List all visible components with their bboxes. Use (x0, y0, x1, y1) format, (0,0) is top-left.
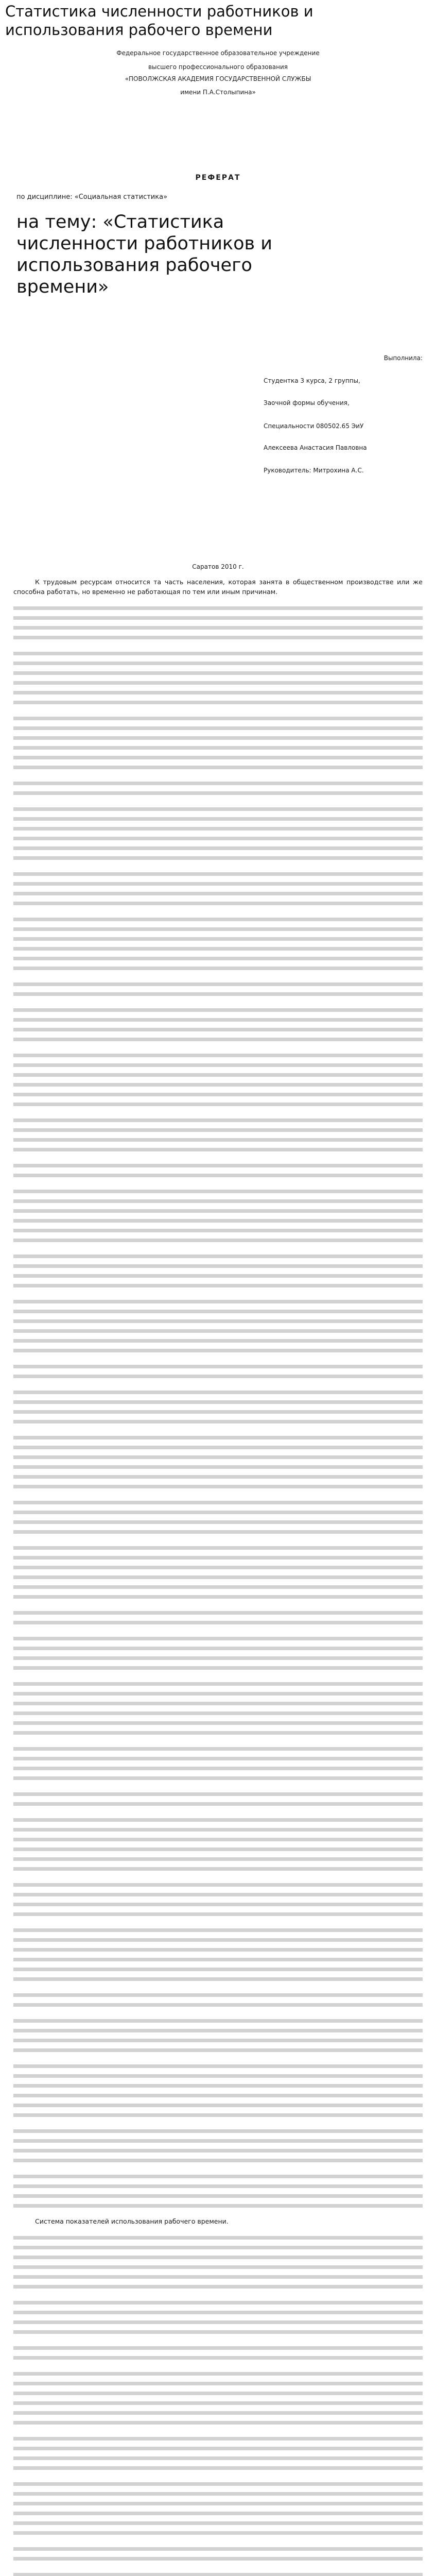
illegible-text (13, 1879, 423, 1919)
referat-heading: РЕФЕРАТ (195, 174, 241, 182)
body-paragraph: К трудовым ресурсам относится та часть населения, которая занята в общественном производстве или же способна работать, но временно не работающая по тем или иным причинам. (13, 578, 423, 596)
illegible-text (13, 2061, 423, 2120)
illegible-text (13, 1387, 423, 1426)
body-paragraph: Система показателей использования рабочего времени. (35, 2217, 229, 2225)
illegible-text (13, 603, 423, 642)
topic-heading: на тему: «Статистика численности работников и использования рабочего времени» (16, 212, 272, 297)
illegible-text (13, 1633, 423, 1672)
illegible-text (13, 2297, 423, 2336)
header-line: Федеральное государственное образовательное учреждение (116, 49, 320, 57)
referat-body (13, 577, 423, 2576)
illegible-text (13, 1679, 423, 1737)
header-line: высшего профессионального образования (148, 63, 288, 71)
illegible-text (13, 1789, 423, 1808)
illegible-text (13, 2569, 423, 2576)
illegible-text (13, 1543, 423, 1601)
illegible-text (13, 1005, 423, 1044)
illegible-text (13, 648, 423, 707)
illegible-text (13, 1497, 423, 1536)
header-line: «ПОВОЛЖСКАЯ АКАДЕМИЯ ГОСУДАРСТВЕННОЙ СЛУЖБЫ (125, 75, 311, 82)
illegible-text (13, 804, 423, 862)
author-line: Алексеева Анастасия Павловна (264, 444, 367, 451)
illegible-text (13, 2433, 423, 2472)
illegible-text (13, 2126, 423, 2165)
illegible-text (13, 2343, 423, 2362)
illegible-text (13, 1361, 423, 1381)
author-line: Студентка 3 курса, 2 группы, (264, 377, 360, 384)
illegible-text (13, 1990, 423, 2009)
illegible-text (13, 914, 423, 973)
author-line: Заочной формы обучения, (264, 399, 350, 406)
illegible-text (13, 713, 423, 772)
document-title: Статистика численности работников и использования рабочего времени (5, 3, 313, 39)
illegible-text (13, 2171, 423, 2210)
author-line: Руководитель: Митрохина А.С. (264, 467, 364, 474)
illegible-text (13, 1186, 423, 1245)
illegible-text (13, 778, 423, 798)
city-year: Саратов 2010 г. (192, 563, 244, 570)
illegible-text (13, 2232, 423, 2291)
illegible-text (13, 2479, 423, 2537)
illegible-text (13, 1160, 423, 1180)
illegible-text (13, 979, 423, 998)
illegible-text (13, 1432, 423, 1491)
illegible-text (13, 2368, 423, 2427)
illegible-text (13, 1296, 423, 1355)
author-performed-label: Выполнила: (383, 354, 423, 362)
illegible-text (13, 869, 423, 908)
illegible-text (13, 1115, 423, 1154)
illegible-text (13, 1251, 423, 1290)
illegible-text (13, 2544, 423, 2563)
header-line: имени П.А.Столыпина» (180, 89, 256, 96)
illegible-text (13, 1743, 423, 1783)
discipline-line: по дисциплине: «Социальная статистика» (16, 193, 168, 201)
illegible-text (13, 1050, 423, 1109)
author-line: Специальности 080502.65 ЭиУ (264, 422, 364, 430)
illegible-text (13, 1607, 423, 1627)
illegible-text (13, 1815, 423, 1873)
illegible-text (13, 2015, 423, 2055)
illegible-text (13, 1925, 423, 1984)
